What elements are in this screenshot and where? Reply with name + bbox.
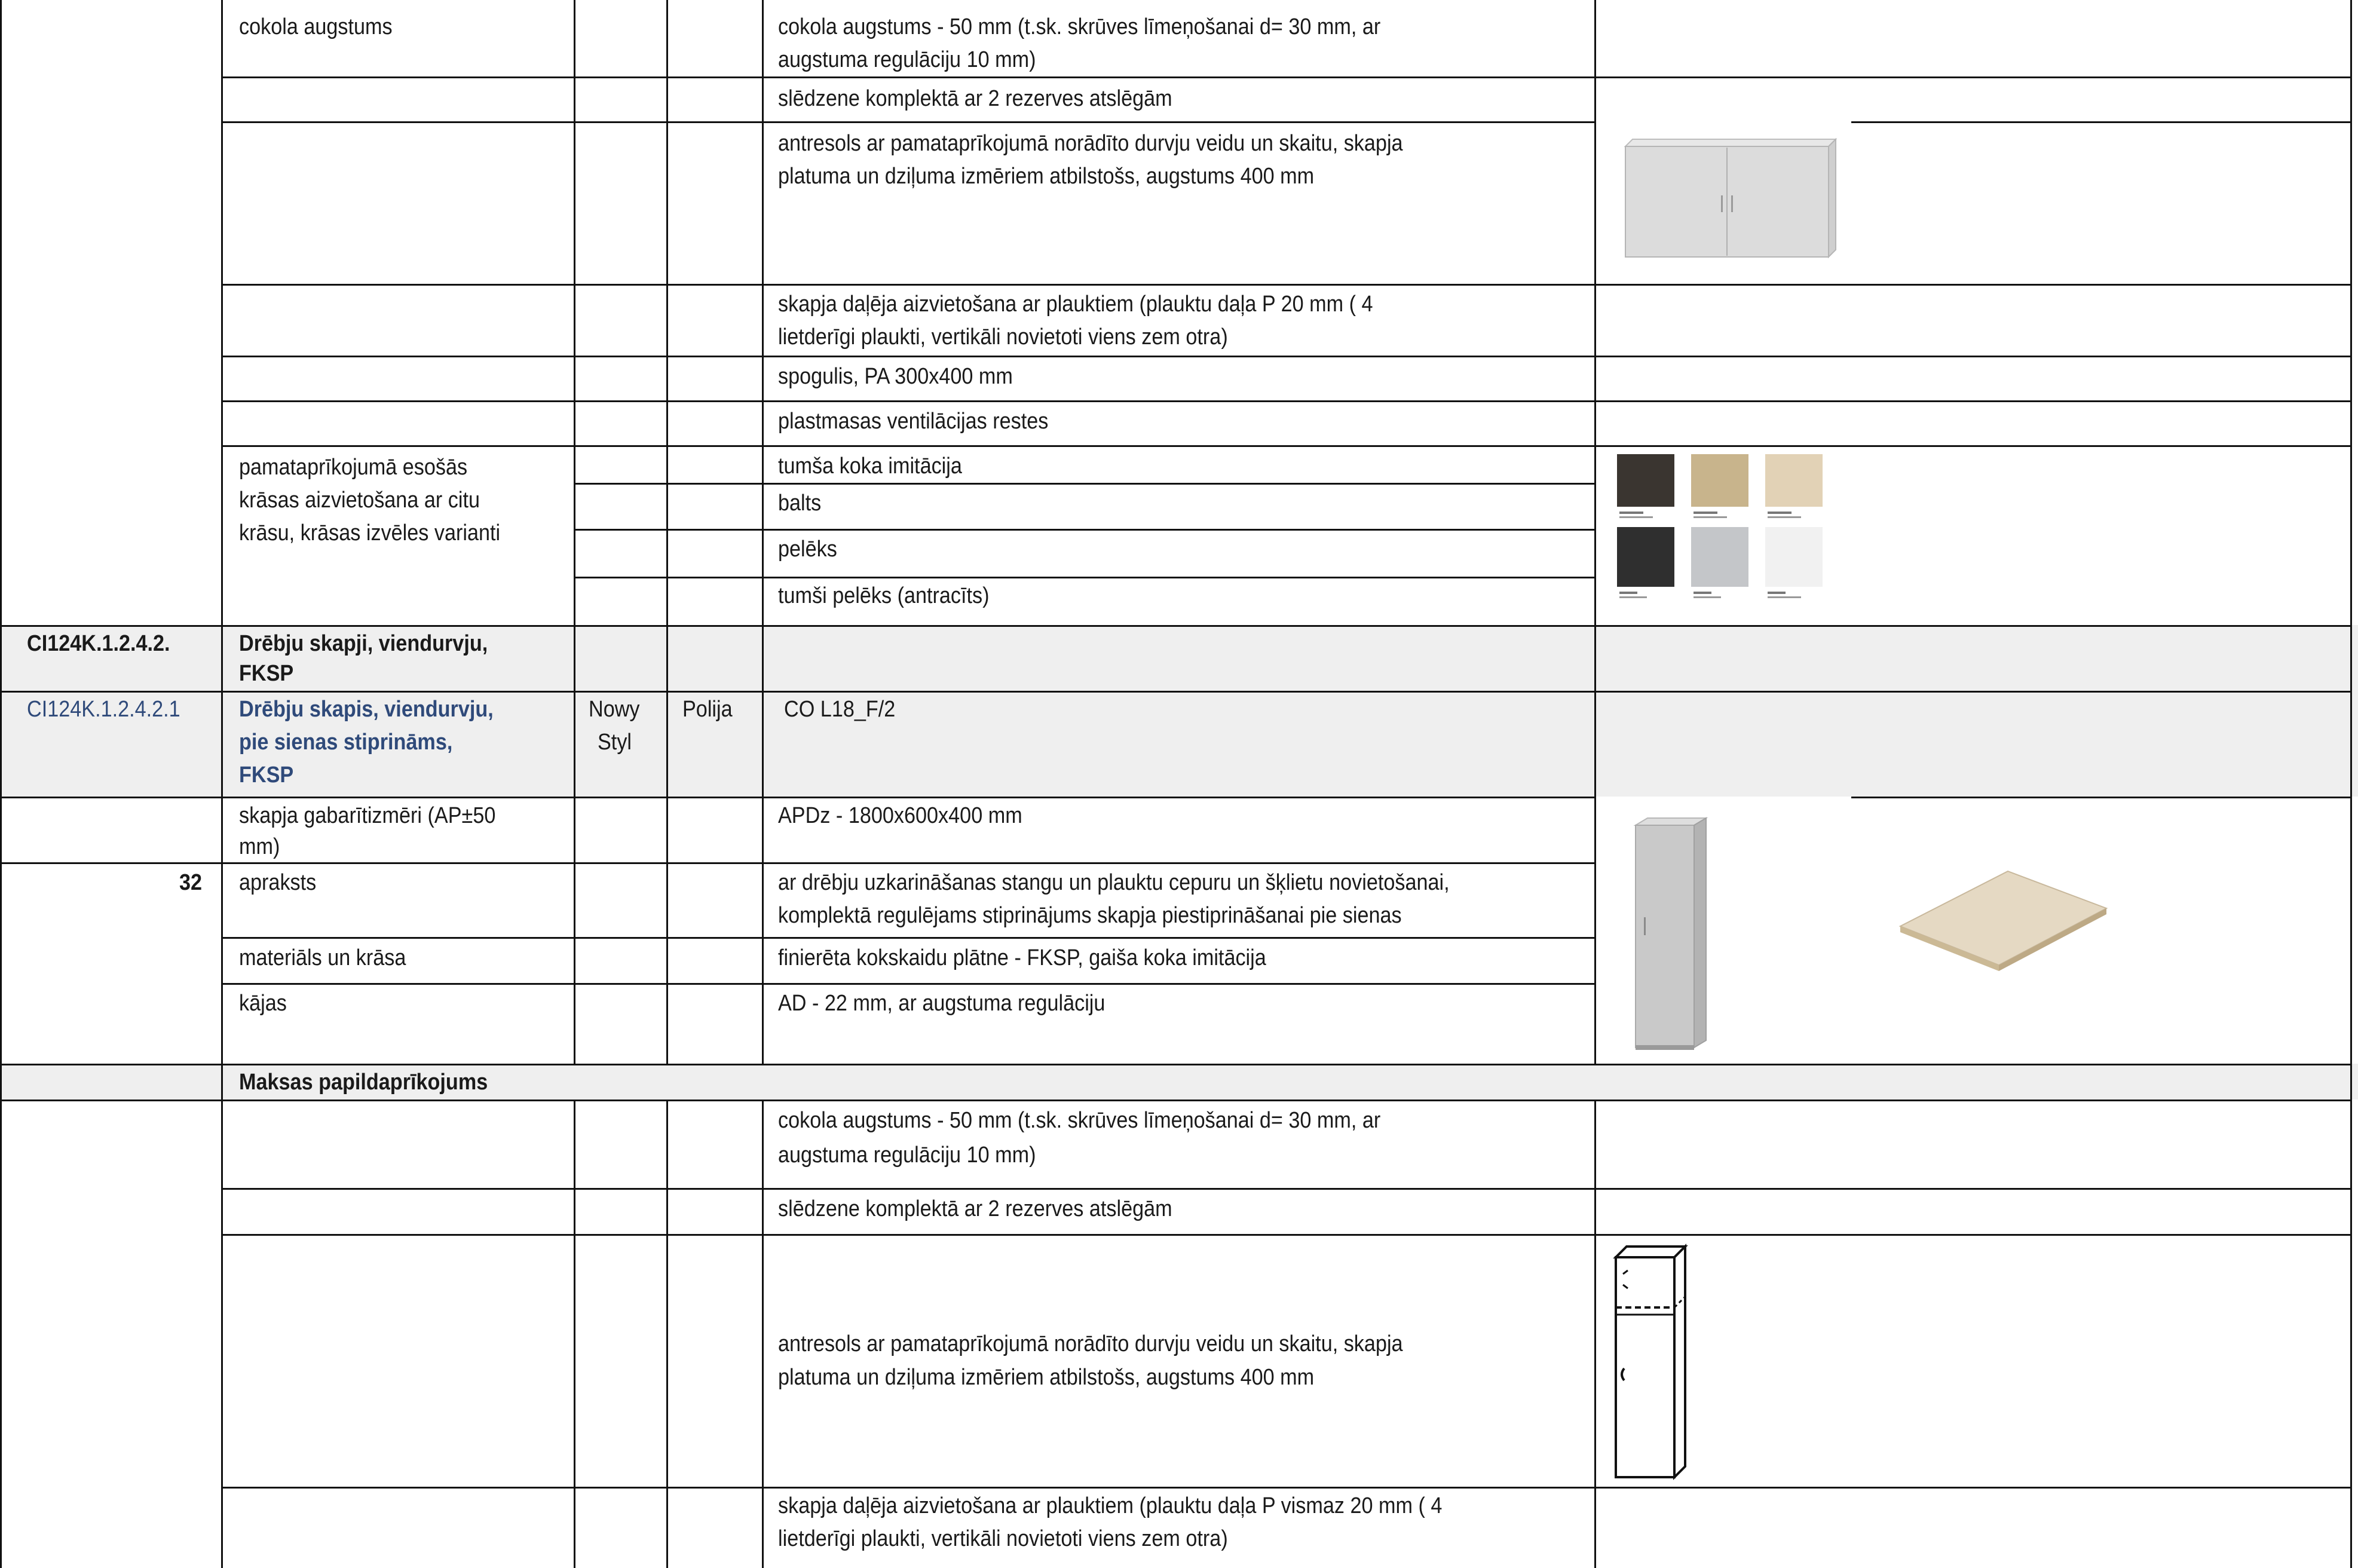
grid-v3 [574,0,575,1064]
r13-name: kājas [239,991,287,1016]
grid-h10r [1851,797,2351,798]
r9-brand-line2: Styl [598,730,632,755]
grid-v7 [2350,0,2352,1568]
r1-name: cokola augstums [239,14,393,39]
low-cabinet-image [1613,128,1846,266]
grid-h8 [0,625,2351,627]
r9-name-line3: FKSP [239,762,294,788]
r3-spec-line1: antresols ar pamataprīkojumā norādīto durvju veidu un skaitu, skapja [778,131,1403,156]
r7-color-2: balts [778,491,822,516]
r11-name: apraksts [239,870,317,895]
r18-spec-line1: skapja daļēja aizvietošana ar plauktiem (plauktu daļa P vismaz 20 mm ( 4 [778,1493,1443,1518]
r13-spec: AD - 22 mm, ar augstuma regulāciju [778,991,1105,1016]
r14-title: Maksas papildaprīkojums [239,1070,488,1095]
r9-model: CO L18_F/2 [784,697,896,722]
r6-spec: plastmasas ventilācijas restes [778,409,1049,434]
grid-h13 [221,983,1594,985]
grid-v3b [574,1100,575,1568]
r3-spec-line2: platuma un dziļuma izmēriem atbilstošs, augstums 400 mm [778,164,1315,189]
r7-name-line1: pamataprīkojumā esošās [239,455,468,480]
r7-name-line3: krāsu, krāsas izvēles varianti [239,520,501,546]
r9-name-line2: pie sienas stiprināms, [239,730,453,755]
r17-spec-line1: antresols ar pamataprīkojumā norādīto durvju veidu un skaitu, skapja [778,1331,1403,1356]
grid-h16 [221,1188,2351,1190]
grid-h15 [0,1100,2351,1101]
grid-h2r [1851,121,2351,123]
grid-h10 [0,797,1594,798]
grid-h5 [221,400,2351,402]
r15-spec-line1: cokola augstums - 50 mm (t.sk. skrūves līmeņošanai d= 30 mm, ar [778,1108,1381,1133]
r12-name: materiāls un krāsa [239,945,406,970]
r18-spec-line2: lietderīgi plaukti, vertikāli novietoti viens zem otra) [778,1526,1228,1551]
grid-v4 [666,0,668,1064]
r9-brand-line1: Nowy [589,697,640,722]
r11-spec-line1: ar drēbju uzkarināšanas stangu un plauktu cepuru un šķlietu novietošanai, [778,870,1450,895]
r12-spec: finierēta kokskaidu plātne - FKSP, gaiša koka imitācija [778,945,1266,970]
shelf-board-image [1894,860,2115,980]
grid-v1 [0,0,2,1568]
grid-h14 [0,1064,2351,1065]
r17-spec-line2: platuma un dziļuma izmēriem atbilstošs, augstums 400 mm [778,1365,1315,1390]
r7-color-4: tumši pelēks (antracīts) [778,583,990,608]
grid-v4b [666,1100,668,1568]
wardrobe-outline-drawing [1607,1237,1703,1482]
r10-name-line1: skapja gabarītizmēri (AP±50 [239,803,496,828]
r11-number: 32 [179,870,203,895]
r7-color-3: pelēks [778,537,837,562]
grid-h12 [221,937,1594,939]
grid-v5b [762,1100,764,1568]
grid-h6 [221,445,2351,447]
r8-name-line2: FKSP [239,661,294,686]
r8-code: CI124K.1.2.4.2. [27,631,170,656]
r9-country: Polija [682,697,733,722]
r7-name-line2: krāsas aizvietošana ar citu [239,488,480,513]
grid-h1 [221,76,2351,78]
r7-color-1: tumša koka imitācija [778,454,962,479]
r8-name-line1: Drēbju skapji, viendurvju, [239,631,488,656]
grid-h2 [221,121,1594,123]
grid-v6b [1594,1100,1596,1568]
grid-h17 [221,1234,2351,1236]
r11-spec-line2: komplektā regulējams stiprinājums skapja piestiprināšanai pie sienas [778,903,1402,928]
r9-name-line1: Drēbju skapis, viendurvju, [239,697,494,722]
r4-spec-line1: skapja daļēja aizvietošana ar plauktiem (plauktu daļa P 20 mm ( 4 [778,292,1373,317]
r1-spec-line1: cokola augstums - 50 mm (t.sk. skrūves līmeņošanai d= 30 mm, ar [778,14,1381,39]
grid-v6 [1594,0,1596,1064]
r10-spec: APDz - 1800x600x400 mm [778,803,1022,828]
r4-spec-line2: lietderīgi plaukti, vertikāli novietoti viens zem otra) [778,324,1228,350]
color-swatches-image [1613,449,1829,611]
grid-h3 [221,284,2351,286]
r5-spec: spogulis, PA 300x400 mm [778,364,1013,389]
grid-h4 [221,356,2351,357]
grid-h18 [221,1487,2351,1489]
wardrobe-image [1622,816,1730,1055]
grid-h7a [574,483,1594,485]
grid-h7c [574,577,1594,578]
r9-code: CI124K.1.2.4.2.1 [27,697,180,722]
grid-v5 [762,0,764,1064]
r16-spec: slēdzene komplektā ar 2 rezerves atslēgām [778,1196,1172,1221]
r10-name-line2: mm) [239,834,280,859]
grid-v2 [221,0,223,1568]
r2-spec: slēdzene komplektā ar 2 rezerves atslēgām [778,86,1172,111]
grid-h9 [0,691,2351,693]
r1-spec-line2: augstuma regulāciju 10 mm) [778,47,1036,72]
grid-h7b [574,529,1594,531]
r15-spec-line2: augstuma regulāciju 10 mm) [778,1143,1036,1168]
